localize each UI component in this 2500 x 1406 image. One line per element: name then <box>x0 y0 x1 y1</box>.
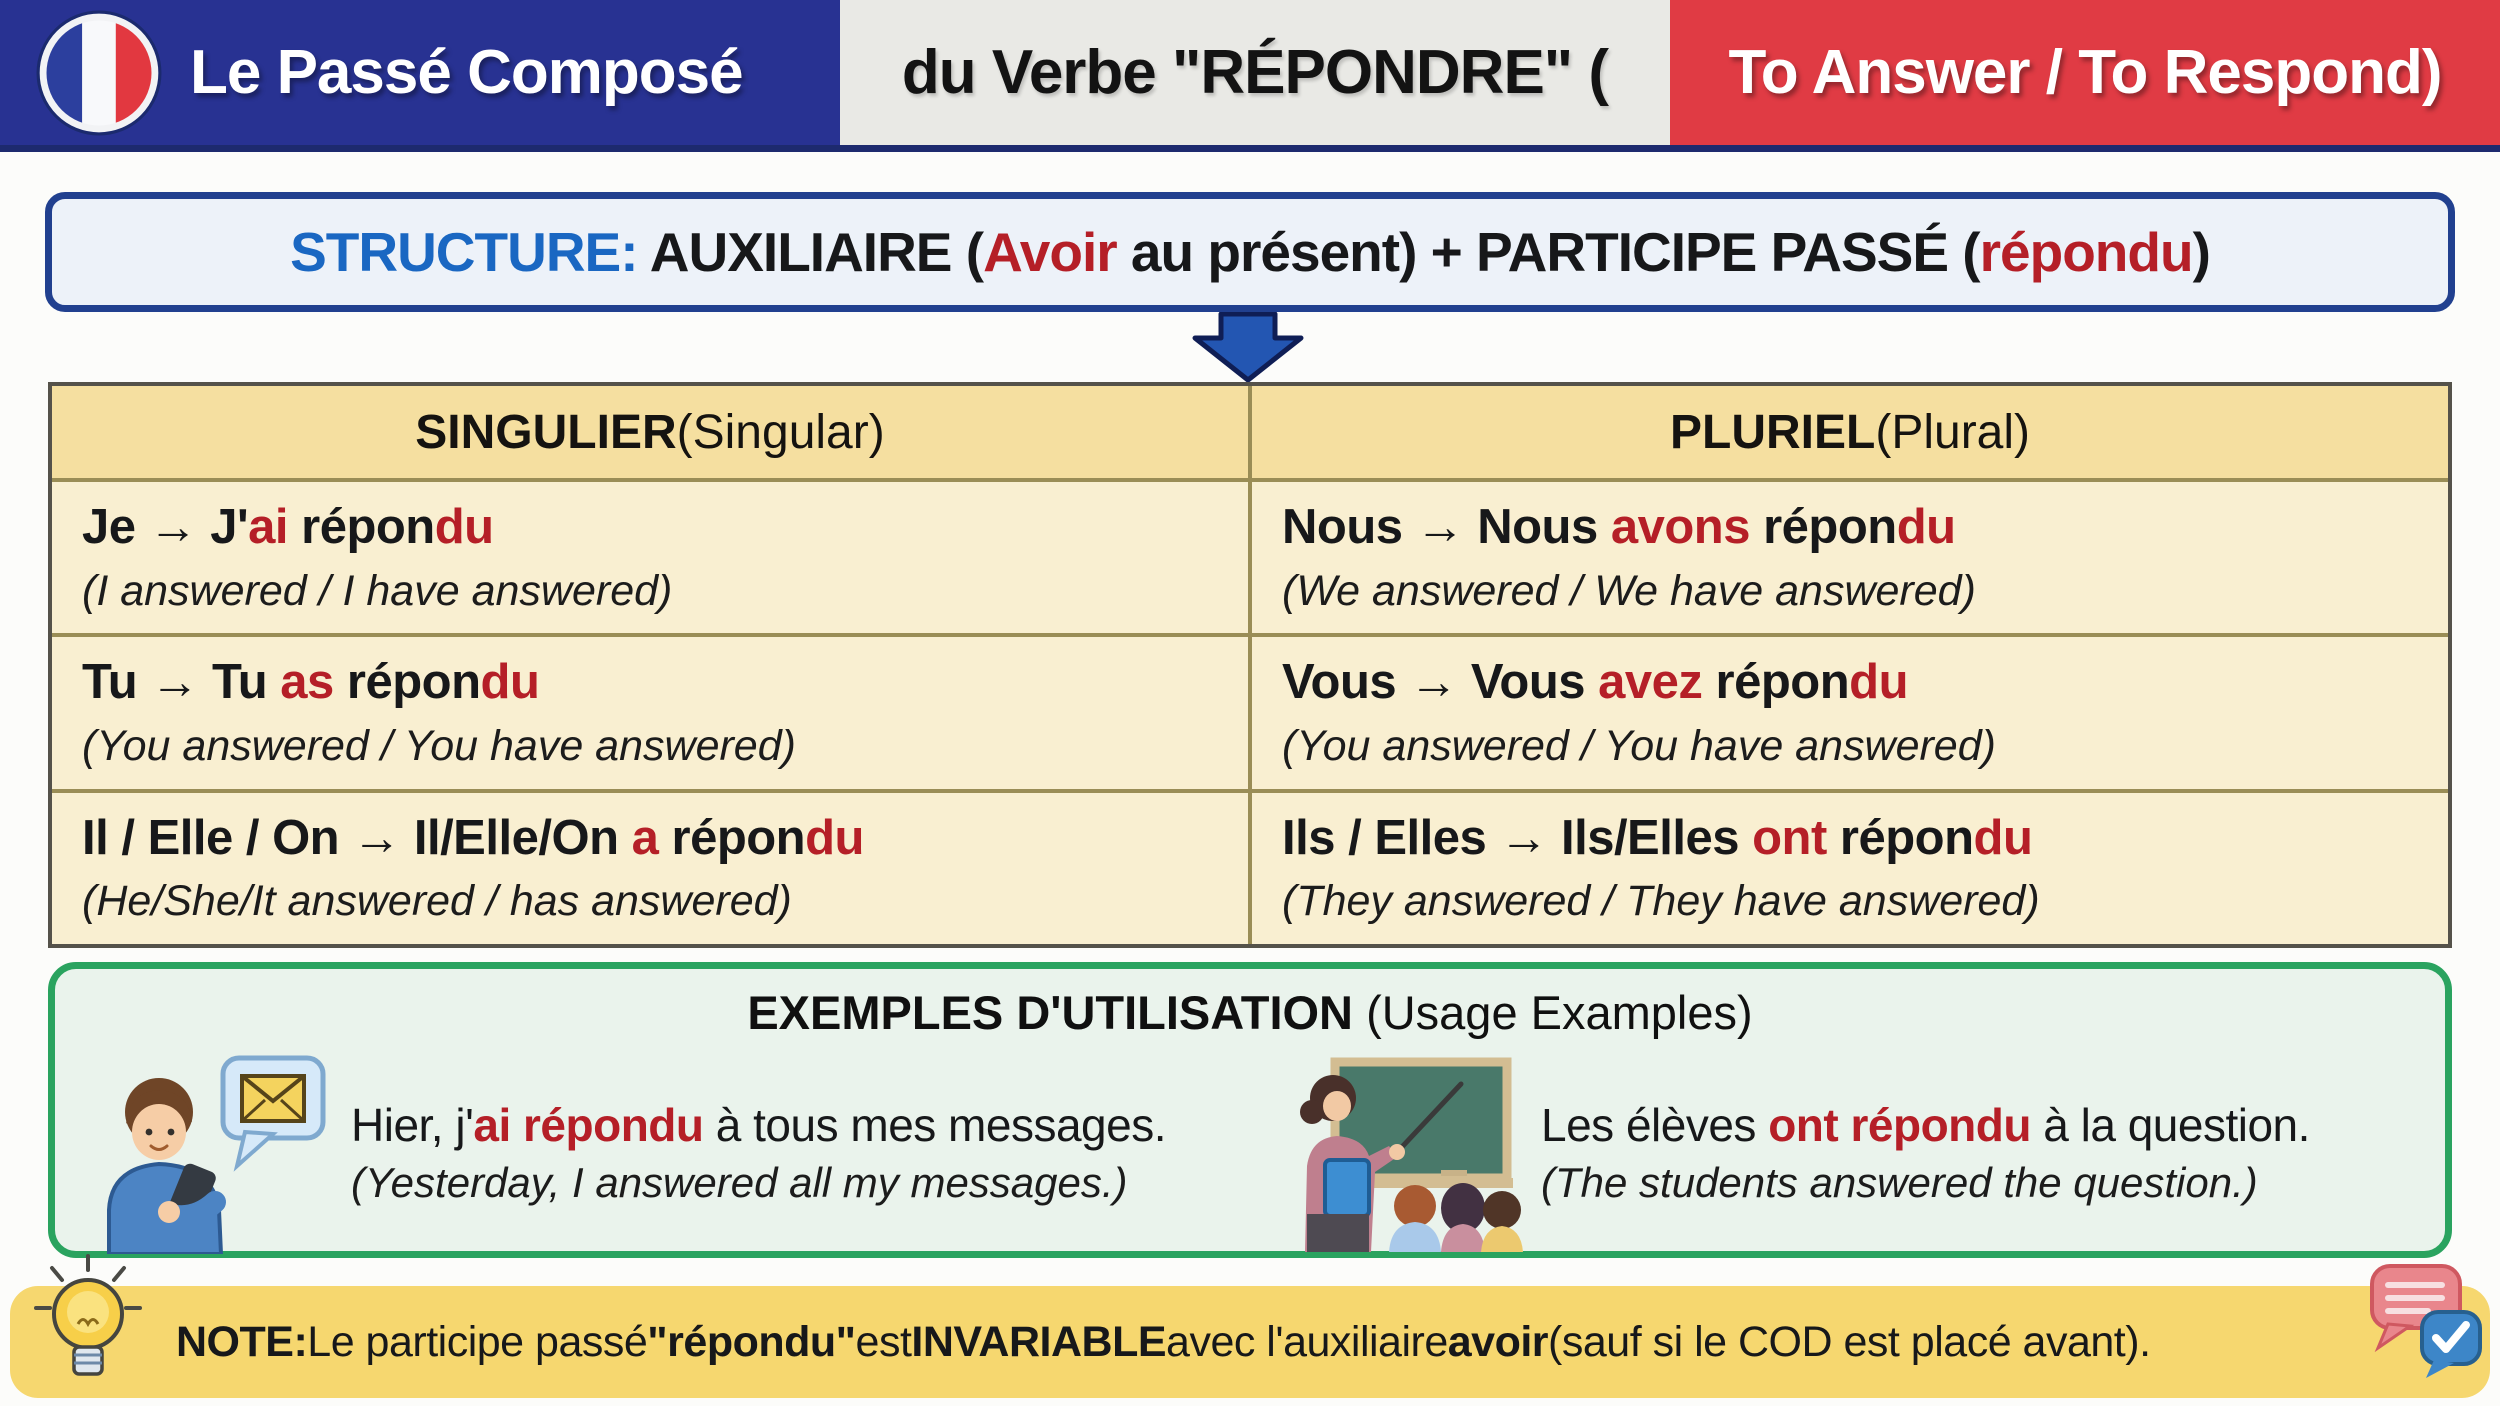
header-title-left: Le Passé Composé <box>190 38 743 107</box>
english-line: (He/She/It answered / has answered) <box>82 877 792 926</box>
french-line: Nous → Nous avons répondu <box>1282 500 1956 554</box>
example-french: Les élèves ont répondu à la question. <box>1541 1098 2310 1151</box>
header-mid-segment <box>840 0 1670 145</box>
cell-tu <box>52 637 1248 788</box>
examples-title: EXEMPLES D'UTILISATION (Usage Examples) <box>747 986 1753 1039</box>
french-line: Tu → Tu as répondu <box>82 655 540 710</box>
header-right-segment <box>1670 0 2500 145</box>
cell-ils-elles <box>1252 793 2448 944</box>
cell-il-elle-on <box>52 793 1248 944</box>
chat-bubbles-icon <box>2362 1258 2486 1387</box>
english-line: (You answered / You have answered) <box>1282 722 1996 771</box>
example-item-2 <box>1231 1054 2425 1252</box>
down-arrow-icon <box>1173 312 1323 389</box>
header-title-right: To Answer / To Respond) <box>1728 38 2442 107</box>
french-line: Ils / Elles → Ils/Elles ont répondu <box>1282 810 2033 865</box>
examples-row <box>55 1040 2445 1254</box>
cell-nous <box>1252 482 2448 633</box>
header-bar <box>0 0 2500 152</box>
header-left-segment <box>0 0 840 145</box>
lightbulb-icon <box>28 1252 148 1389</box>
cell-vous <box>1252 637 2448 788</box>
col-header-pluriel: PLURIEL (Plural) <box>1252 386 2448 478</box>
example-french: Hier, j'ai répondu à tous mes messages. <box>351 1098 1166 1151</box>
example-item-1 <box>95 1052 1231 1254</box>
conjugation-table <box>48 382 2452 948</box>
note-text: NOTE: Le participe passé "répondu" est INVARIABLE avec l'auxiliaire avoir (sauf si le COD est placé avant). <box>176 1317 2151 1366</box>
teacher-blackboard-icon <box>1289 1054 1523 1252</box>
english-line: (They answered / They have answered) <box>1282 877 2040 926</box>
header-title-mid: du Verbe "RÉPONDRE" ( <box>901 38 1609 107</box>
english-line: (We answered / We have answered) <box>1282 566 1976 615</box>
example-text <box>351 1096 1166 1210</box>
example-english: (Yesterday, I answered all my messages.) <box>351 1158 1128 1206</box>
french-line: Vous → Vous avez répondu <box>1282 655 1909 710</box>
french-line: Je → J'ai répondu <box>82 500 494 554</box>
structure-text: STRUCTURE: AUXILIAIRE (Avoir au présent) + PARTICIPE PASSÉ (répondu) <box>290 221 2210 283</box>
col-header-singulier: SINGULIER (Singular) <box>52 386 1248 478</box>
cell-je <box>52 482 1248 633</box>
examples-box <box>48 962 2452 1258</box>
english-line: (I answered / I have answered) <box>82 566 673 615</box>
english-line: (You answered / You have answered) <box>82 722 796 771</box>
example-english: (The students answered the question.) <box>1541 1158 2258 1206</box>
french-flag-icon <box>36 10 162 136</box>
example-text <box>1541 1096 2310 1210</box>
man-texting-icon <box>95 1052 333 1254</box>
structure-box <box>45 192 2455 312</box>
french-line: Il / Elle / On → Il/Elle/On a répondu <box>82 810 864 865</box>
